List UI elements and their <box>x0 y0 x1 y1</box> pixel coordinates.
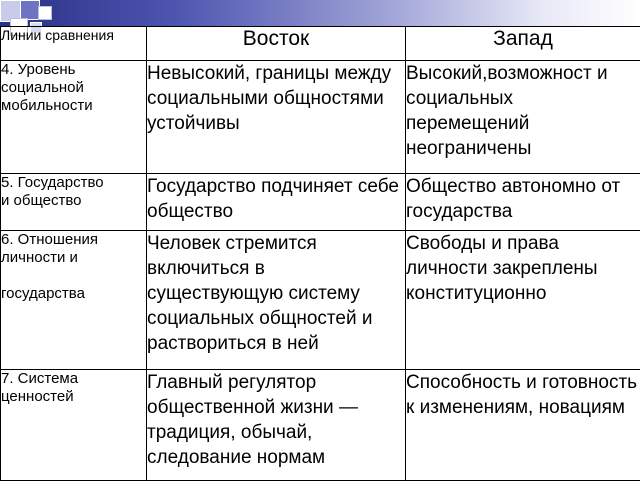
row-label <box>1 231 147 370</box>
east-cell: Невысокий, границы между социальными общностями устойчивы <box>147 61 406 174</box>
decor-square <box>38 6 52 20</box>
east-cell: Государство подчиняет себе общество <box>147 174 406 231</box>
row-label-line: ценностей <box>1 388 74 405</box>
decor-square <box>20 0 40 20</box>
row-label <box>1 174 147 231</box>
header-west: Запад <box>406 27 640 61</box>
header-criteria: Линии сравнения <box>1 27 147 61</box>
row-label-line: 4. Уровень <box>1 61 75 78</box>
table-row <box>1 370 640 481</box>
table-row <box>1 61 640 174</box>
row-label-line: государства <box>1 285 85 302</box>
row-label-line: 6. Отношения <box>1 231 98 248</box>
west-cell: Способность и готовность к изменениям, новациям <box>406 370 640 481</box>
table-row <box>1 231 640 370</box>
row-label-line: 7. Система <box>1 370 78 387</box>
row-label-line: и общество <box>1 192 82 209</box>
table-row <box>1 174 640 231</box>
row-label-line: 5. Государство <box>1 174 104 191</box>
row-label-line: личности и <box>1 249 78 266</box>
title-decoration-bar <box>0 0 640 26</box>
row-label <box>1 61 147 174</box>
comparison-table <box>0 26 640 481</box>
west-cell: Высокий,возможност и социальных перемещений неограничены <box>406 61 640 174</box>
row-label-line: мобильности <box>1 97 93 114</box>
header-east: Восток <box>147 27 406 61</box>
header-row <box>1 27 640 61</box>
west-cell: Общество автономно от государства <box>406 174 640 231</box>
row-label-line: социальной <box>1 79 84 96</box>
east-cell: Человек стремится включиться в существующую систему социальных общностей и раствориться в ней <box>147 231 406 370</box>
row-label <box>1 370 147 481</box>
east-cell: Главный регулятор общественной жизни — традиция, обычай, следование нормам <box>147 370 406 481</box>
west-cell: Свободы и права личности закреплены конституционно <box>406 231 640 370</box>
